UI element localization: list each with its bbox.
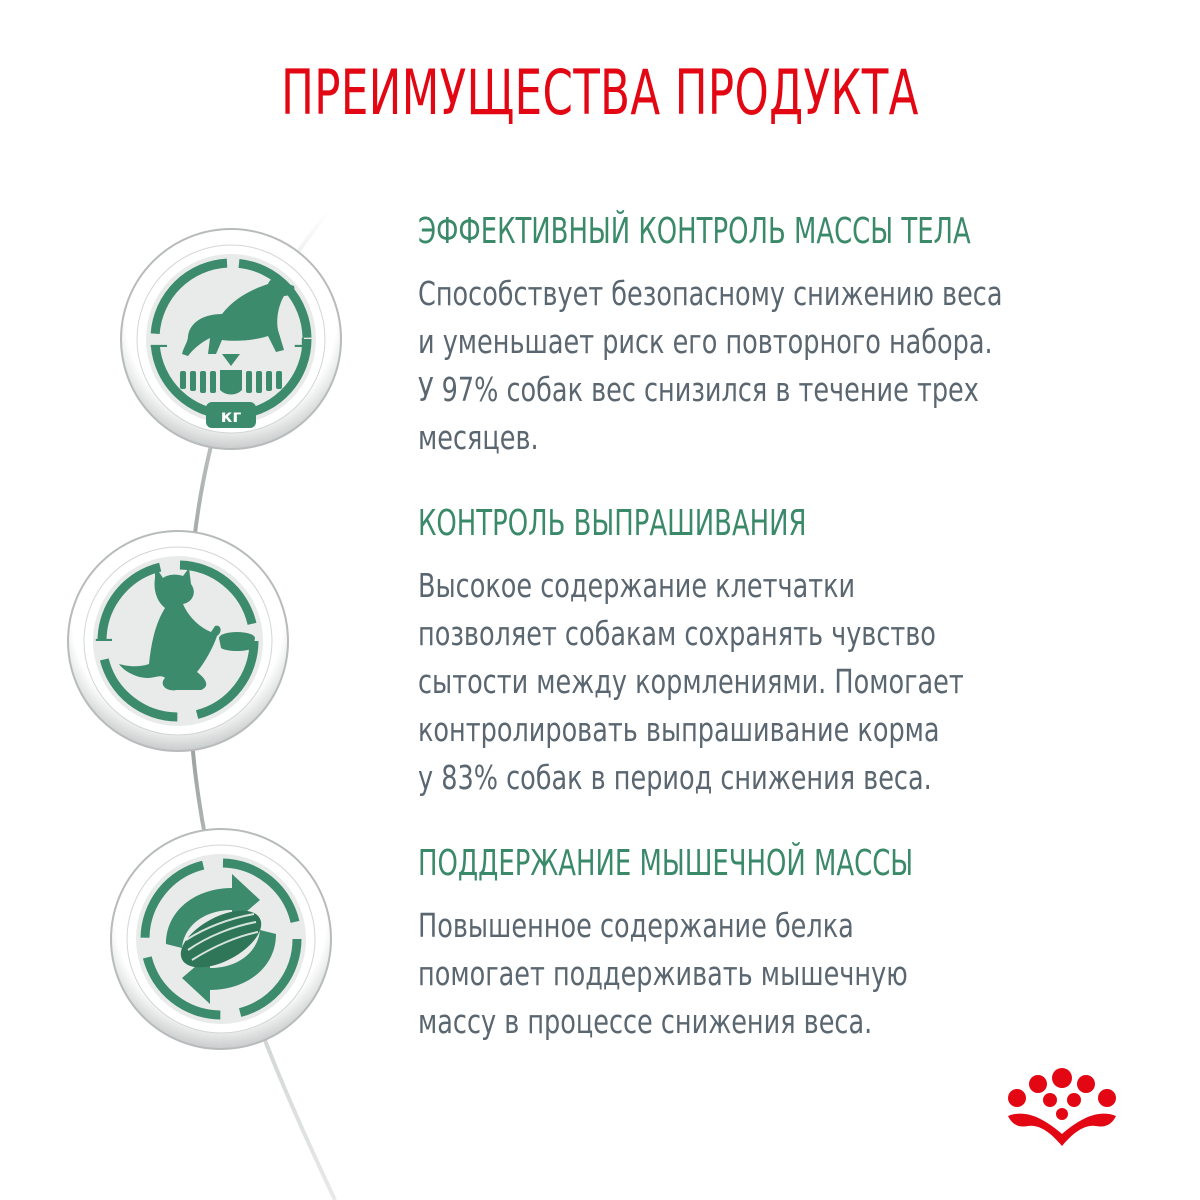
benefit-line: и уменьшает риск его повторного набора. — [418, 322, 993, 361]
benefit-title: ЭФФЕКТИВНЫЙ КОНТРОЛЬ МАССЫ ТЕЛА — [418, 211, 971, 252]
benefit-weight-control — [418, 211, 1158, 462]
benefit-line: у 83% собак в период снижения веса. — [418, 758, 932, 797]
benefit-line: месяцев. — [418, 418, 539, 457]
muscle-cycle-icon — [108, 826, 334, 1052]
benefit-line: Высокое содержание клетчатки — [418, 566, 856, 605]
royal-canin-crown-logo — [998, 1064, 1126, 1150]
benefit-begging-control — [418, 503, 1158, 802]
benefit-title: ПОДДЕРЖАНИЕ МЫШЕЧНОЙ МАССЫ — [418, 843, 914, 884]
benefit-line: Повышенное содержание белка — [418, 906, 854, 945]
plus-sign: + — [292, 331, 314, 361]
benefit-line: Способствует безопасному снижению веса — [418, 274, 1003, 313]
benefit-title: КОНТРОЛЬ ВЫПРАШИВАНИЯ — [418, 503, 807, 544]
dog-weight-scale-icon — [118, 226, 344, 452]
benefit-line: контролировать выпрашивание корма — [418, 710, 940, 749]
benefit-muscle-mass — [418, 843, 1158, 1046]
benefit-description — [418, 902, 1158, 1046]
benefit-line: У 97% собак вес снизился в течение трех — [418, 370, 979, 409]
benefit-description — [418, 562, 1158, 802]
benefit-line: помогает поддерживать мышечную — [418, 954, 908, 993]
benefit-description — [418, 270, 1158, 462]
minus-sign: − — [93, 625, 115, 655]
benefit-line: массу в процессе снижения веса. — [418, 1002, 873, 1041]
kg-label: кг — [220, 407, 242, 427]
begging-dog-icon — [65, 528, 291, 754]
minus-sign: − — [148, 331, 170, 361]
benefit-line: позволяет собакам сохранять чувство — [418, 614, 936, 653]
page-title: ПРЕИМУЩЕСТВА ПРОДУКТА — [281, 56, 919, 129]
benefit-line: сытости между кормлениями. Помогает — [418, 662, 964, 701]
